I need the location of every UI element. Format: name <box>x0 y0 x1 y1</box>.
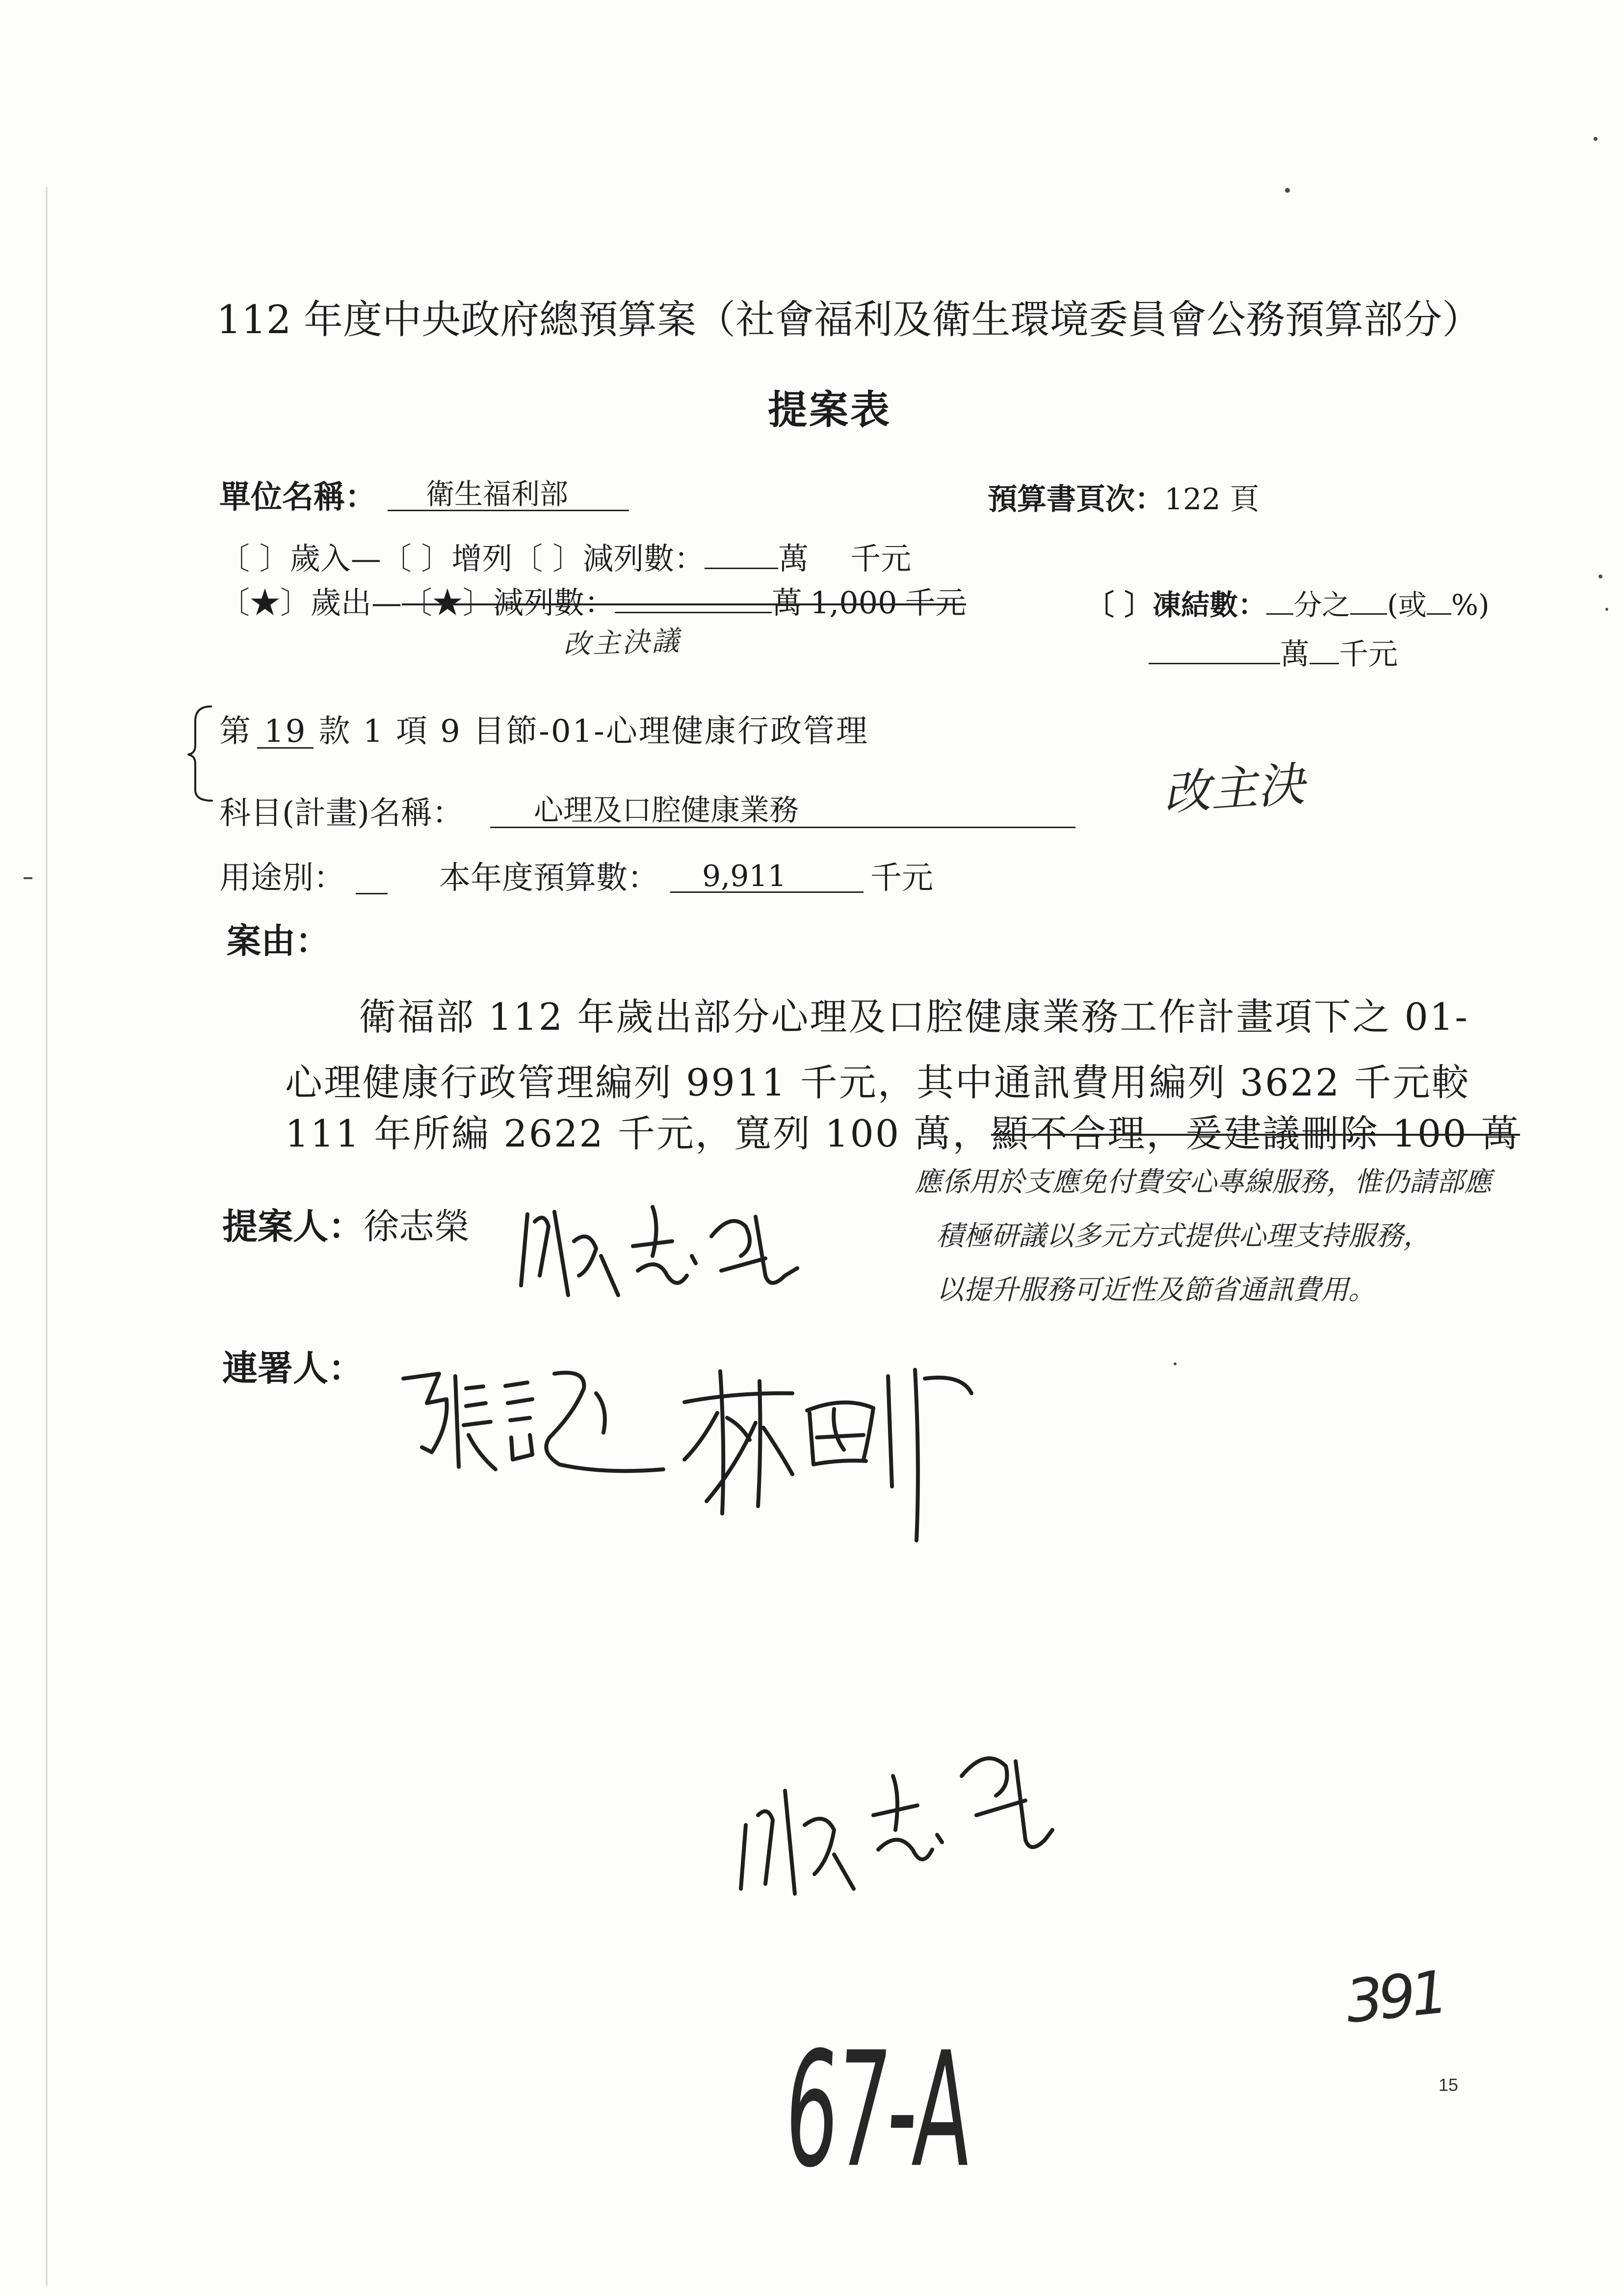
handwritten-note-line: 以提升服務可近性及節省通訊費用。 <box>936 1274 1376 1306</box>
revenue-thousand-gap <box>809 545 850 569</box>
expenditure-amount-blank <box>615 587 772 613</box>
case-reason-line-3 <box>285 1112 1520 1155</box>
freeze-amount-blank <box>1149 639 1280 664</box>
freeze-row <box>1086 588 1490 622</box>
freeze-percent-blank <box>1427 591 1451 615</box>
section-kuan-number: 19 <box>257 716 314 749</box>
revenue-wan-unit: 萬 <box>778 540 809 576</box>
signature-cosigner-2 <box>684 1370 971 1540</box>
freeze-thousand-blank <box>1310 639 1339 664</box>
freeze-row-label: 〔 〕凍結數： <box>1086 588 1267 622</box>
expenditure-gap <box>802 589 810 613</box>
freeze-wan-unit: 萬 <box>1280 637 1310 672</box>
revenue-row <box>219 540 912 576</box>
freeze-or-open: (或 <box>1387 588 1427 622</box>
handwritten-revision-note-large: 改主決 <box>1161 757 1307 821</box>
cosigners-label: 連署人： <box>222 1347 364 1389</box>
case-reason-line-1: 衛福部 112 年歲出部分心理及口腔健康業務工作計畫項下之 01- <box>359 995 1469 1039</box>
subject-value: 心理及口腔健康業務 <box>490 796 1075 828</box>
section-prefix: 第 <box>219 713 252 750</box>
freeze-numerator-blank <box>1350 591 1387 615</box>
page-number: 15 <box>1439 2075 1459 2095</box>
case-reason-struck-text: 顯不合理，爰建議刪除 100 萬 <box>991 1112 1520 1155</box>
revenue-thousand-unit: 千元 <box>850 540 912 576</box>
document-title: 112 年度中央政府總預算案（社會福利及衛生環境委員會公務預算部分） <box>216 297 1482 342</box>
handwritten-note-line: 應係用於支應免付費安心專線服務，惟仍請部應 <box>915 1166 1492 1198</box>
budget-page-value: 122 頁 <box>1164 482 1259 517</box>
form-name: 提案表 <box>768 387 891 433</box>
purpose-label: 用途別： <box>219 860 345 896</box>
freeze-percent-close: %) <box>1451 588 1490 622</box>
subject-label: 科目(計畫)名稱： <box>219 795 464 832</box>
case-reason-line-3-text: 111 年所編 2622 千元，寬列 100 萬， <box>285 1112 992 1155</box>
proposer-label: 提案人： <box>222 1205 364 1247</box>
expenditure-row <box>219 584 966 621</box>
budget-amount-label: 本年度預算數： <box>439 860 659 896</box>
signature-proposer-repeat <box>741 1758 1052 1894</box>
handwritten-note-line: 積極研議以多元方式提供心理支持服務， <box>936 1220 1431 1252</box>
handwritten-revision-note: 改主決議 <box>562 625 682 661</box>
expenditure-thousand-unit: 千元 <box>905 584 966 621</box>
freeze-denominator-blank <box>1266 591 1293 615</box>
budget-section-row <box>219 713 869 750</box>
budget-amount-unit: 千元 <box>870 860 933 896</box>
signature-cosigner-1 <box>403 1373 663 1471</box>
handwritten-number-mark: 391 <box>1342 1958 1447 2037</box>
freeze-amount-row <box>1149 637 1398 672</box>
case-reason-label: 案由： <box>227 920 330 961</box>
budget-page-row <box>988 482 1259 517</box>
budget-page-label: 預算書頁次： <box>988 482 1164 517</box>
freeze-thousand-unit: 千元 <box>1339 637 1398 672</box>
proposer-row <box>222 1205 470 1247</box>
case-reason-line-2: 心理健康行政管理編列 9911 千元，其中通訊費用編列 3622 千元較 <box>285 1061 1470 1104</box>
expenditure-amount: 1,000 <box>810 584 897 621</box>
section-rest: 款 1 項 9 目節-01-心理健康行政管理 <box>318 713 869 750</box>
unit-label: 單位名稱： <box>219 479 376 516</box>
signature-proposer <box>521 1207 797 1295</box>
revenue-amount-blank <box>705 543 778 569</box>
budget-amount-value: 9,911 <box>670 861 864 893</box>
expenditure-gap-2 <box>897 589 905 613</box>
expenditure-row-label: 〔★〕歲出— <box>219 584 402 621</box>
section-brace <box>188 706 212 801</box>
purpose-blank <box>356 864 388 894</box>
expenditure-struck-group <box>402 584 966 621</box>
freeze-fraction-word: 分之 <box>1293 588 1351 622</box>
expenditure-reduction-label: 〔★〕減列數： <box>402 584 615 621</box>
proposer-name: 徐志榮 <box>364 1206 470 1247</box>
handwritten-case-code: 67-A <box>780 2018 974 2203</box>
expenditure-wan-unit: 萬 <box>772 584 803 621</box>
revenue-row-label: 〔 〕歲入—〔 〕增列〔 〕減列數： <box>219 540 705 576</box>
unit-value: 衛生福利部 <box>388 480 629 511</box>
